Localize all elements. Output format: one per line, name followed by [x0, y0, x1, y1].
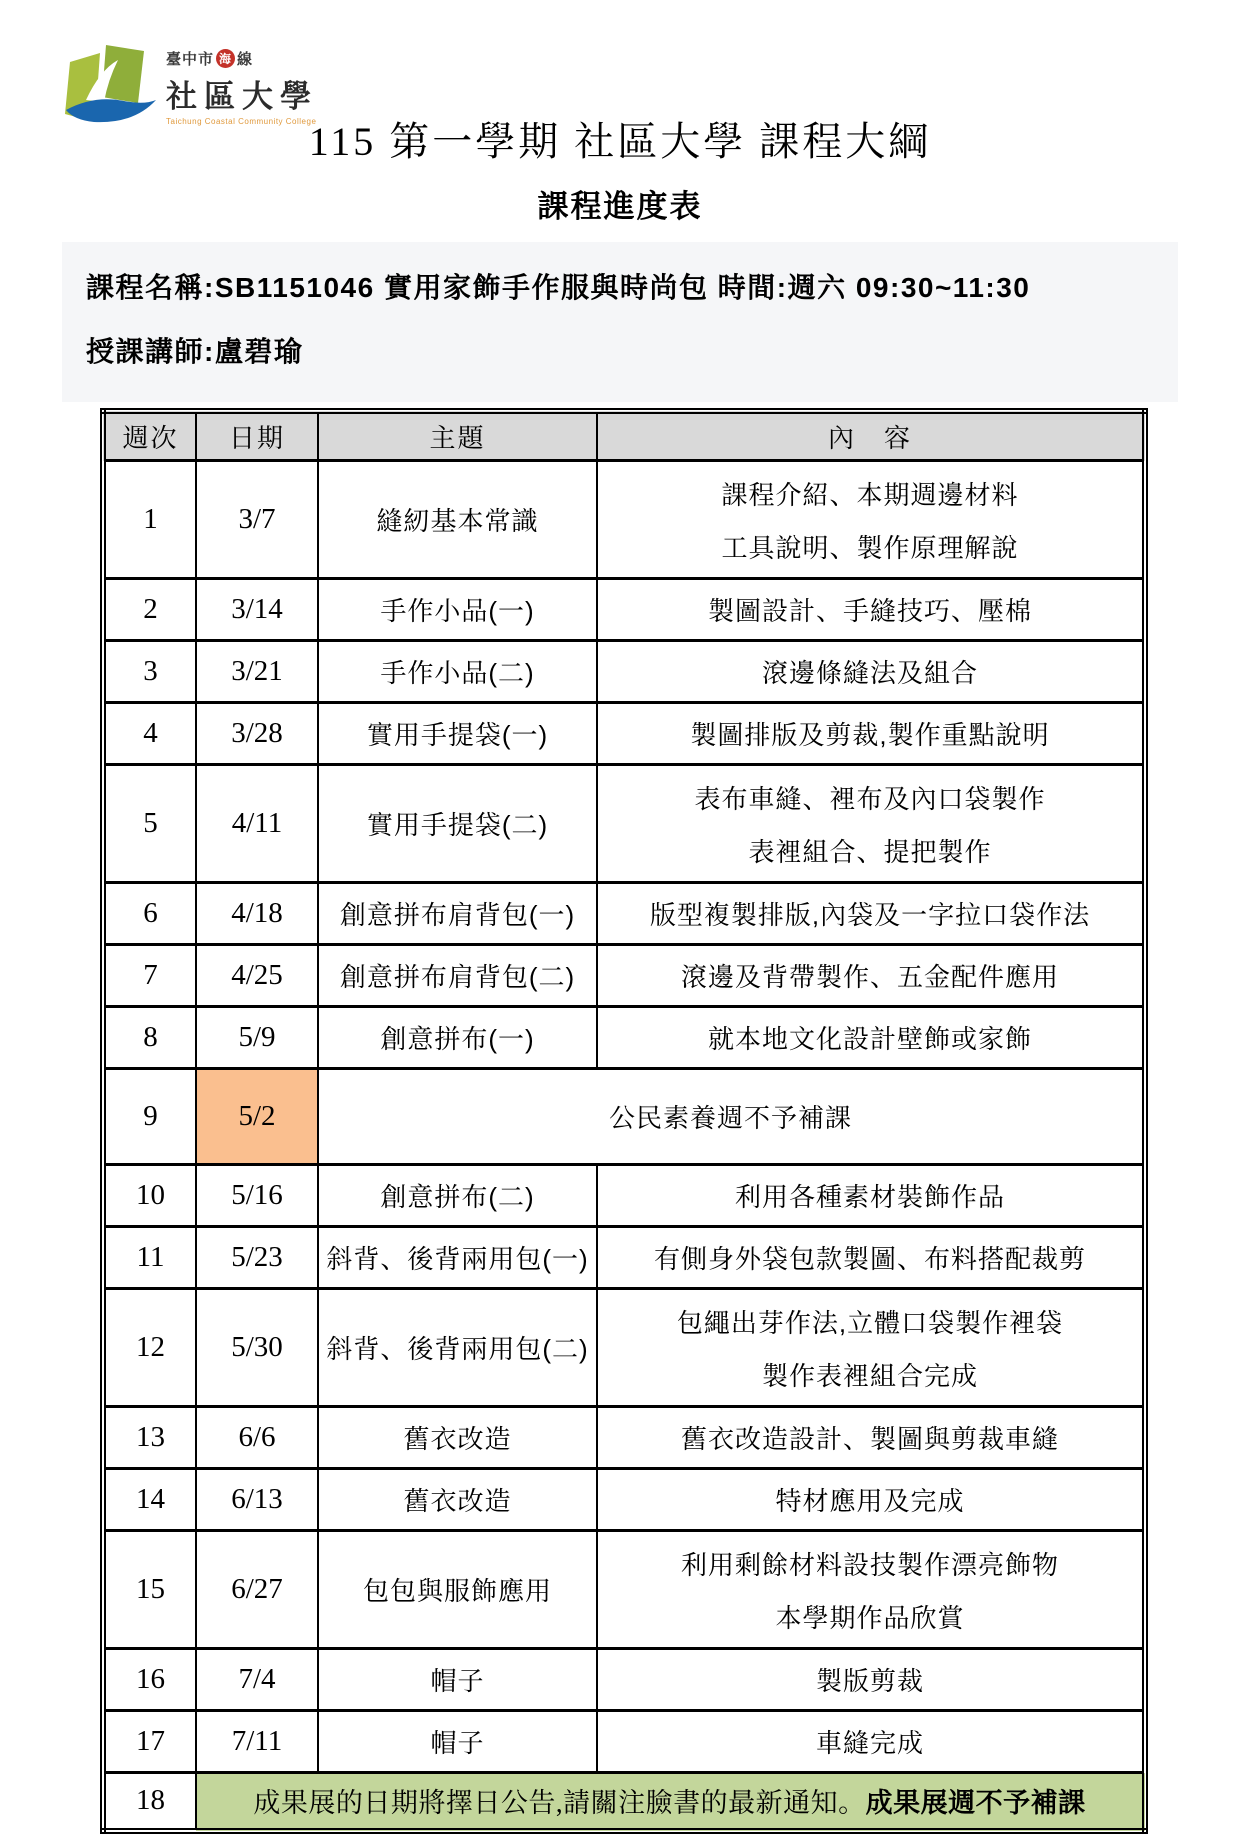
topic-cell: 縫紉基本常識: [318, 461, 597, 579]
college-english-tagline: Taichung Coastal Community College: [166, 117, 317, 126]
table-row: [103, 1773, 1145, 1831]
content-line: 工具說明、製作原理解說: [721, 532, 1019, 563]
table-row: [103, 1407, 1145, 1469]
topic-cell: 創意拼布肩背包(一): [318, 883, 597, 945]
date-cell: 5/23: [196, 1227, 318, 1289]
college-region-label: [166, 48, 318, 69]
topic-cell: 創意拼布(二): [318, 1165, 597, 1227]
content-line: 有側身外袋包款製圖、布料搭配裁剪: [653, 1244, 1086, 1274]
content-cell: [597, 703, 1145, 765]
college-logo: [62, 40, 318, 137]
date-cell: 5/16: [196, 1165, 318, 1227]
notice-text: 成果展的日期將擇日公告,請關注臉書的最新通知。: [253, 1788, 866, 1819]
date-cell: 6/13: [196, 1469, 318, 1531]
table-row: [103, 1531, 1145, 1649]
week-cell: 6: [103, 883, 196, 945]
week-cell: 1: [103, 461, 196, 579]
week-cell: 17: [103, 1711, 196, 1773]
content-line: 表布車縫、裡布及內口袋製作: [694, 783, 1046, 814]
table-row: [103, 1007, 1145, 1069]
week-cell: 12: [103, 1289, 196, 1407]
date-cell: 3/21: [196, 641, 318, 703]
table-row: [103, 1289, 1145, 1407]
content-cell: [597, 1007, 1145, 1069]
course-info-band: [62, 242, 1178, 402]
content-cell: [597, 1711, 1145, 1773]
table-row: [103, 703, 1145, 765]
topic-cell: 帽子: [318, 1649, 597, 1711]
header-cell-topic: 主題: [318, 411, 597, 461]
date-cell: 3/28: [196, 703, 318, 765]
college-logo-text: [166, 48, 318, 126]
topic-cell: 實用手提袋(二): [318, 765, 597, 883]
date-cell: 3/14: [196, 579, 318, 641]
topic-cell: 手作小品(一): [318, 579, 597, 641]
date-cell: 5/30: [196, 1289, 318, 1407]
instructor-name: 授課講師:盧碧瑜: [86, 336, 304, 367]
content-line: 製圖設計、手縫技巧、壓棉: [707, 596, 1032, 626]
content-line: 利用剩餘材料設技製作漂亮飾物: [680, 1549, 1059, 1580]
date-cell: 4/18: [196, 883, 318, 945]
content-cell: [597, 1407, 1145, 1469]
week-cell: 7: [103, 945, 196, 1007]
topic-cell: 斜背、後背兩用包(二): [318, 1289, 597, 1407]
topic-cell: 手作小品(二): [318, 641, 597, 703]
week-cell: 16: [103, 1649, 196, 1711]
college-city-label: 臺中市: [166, 51, 215, 68]
page-title: 115 第一學期 社區大學 課程大綱: [308, 119, 932, 164]
notice-text-bold: 成果展週不予補課: [865, 1788, 1086, 1819]
table-row: [103, 1165, 1145, 1227]
header-cell-week: 週次: [103, 411, 196, 461]
date-cell: 5/9: [196, 1007, 318, 1069]
coastal-seal-icon: 海: [216, 49, 235, 68]
table-row: [103, 579, 1145, 641]
week-cell: 9: [103, 1069, 196, 1165]
content-line: 版型複製排版,內袋及一字拉口袋作法: [649, 900, 1091, 930]
week-cell: 14: [103, 1469, 196, 1531]
content-cell: [597, 1165, 1145, 1227]
topic-cell: 舊衣改造: [318, 1407, 597, 1469]
topic-cell: 斜背、後背兩用包(一): [318, 1227, 597, 1289]
topic-cell: 舊衣改造: [318, 1469, 597, 1531]
table-row: [103, 883, 1145, 945]
week-cell: 10: [103, 1165, 196, 1227]
content-line: 特材應用及完成: [775, 1486, 965, 1516]
date-cell: 6/6: [196, 1407, 318, 1469]
topic-cell: 創意拼布肩背包(二): [318, 945, 597, 1007]
week-cell: 11: [103, 1227, 196, 1289]
college-logo-mark-icon: [62, 40, 162, 137]
content-cell: [597, 883, 1145, 945]
table-row: [103, 1649, 1145, 1711]
content-cell: [597, 1531, 1145, 1649]
week-cell: 5: [103, 765, 196, 883]
table-header-row: [103, 411, 1145, 461]
content-line: 課程介紹、本期週邊材料: [721, 479, 1019, 510]
notice-cell: [196, 1773, 1145, 1831]
table-row: [103, 1069, 1145, 1165]
date-cell: 3/7: [196, 461, 318, 579]
week-cell: 8: [103, 1007, 196, 1069]
content-line: 就本地文化設計壁飾或家飾: [707, 1024, 1032, 1054]
content-line: 製作表裡組合完成: [761, 1360, 978, 1391]
week-cell: 2: [103, 579, 196, 641]
table-row: [103, 1469, 1145, 1531]
content-line: 滾邊及背帶製作、五金配件應用: [680, 962, 1059, 992]
content-cell: [597, 579, 1145, 641]
content-line: 製版剪裁: [815, 1666, 924, 1696]
date-cell: 4/25: [196, 945, 318, 1007]
topic-cell: 實用手提袋(一): [318, 703, 597, 765]
week-cell: 3: [103, 641, 196, 703]
course-name-and-time: 課程名稱:SB1151046 實用家飾手作服與時尚包 時間:週六 09:30~11:30: [86, 272, 1031, 303]
week-cell: 18: [103, 1773, 196, 1831]
date-cell: 5/2: [196, 1069, 318, 1165]
content-line: 車縫完成: [815, 1728, 924, 1758]
date-cell: 4/11: [196, 765, 318, 883]
table-row: [103, 945, 1145, 1007]
content-line: 本學期作品欣賞: [775, 1602, 965, 1633]
topic-cell: 包包與服飾應用: [318, 1531, 597, 1649]
content-line: 包繩出芽作法,立體口袋製作裡袋: [676, 1307, 1064, 1338]
content-cell: [597, 1227, 1145, 1289]
header-cell-date: 日期: [196, 411, 318, 461]
content-cell: [597, 641, 1145, 703]
table-row: [103, 461, 1145, 579]
content-cell: [597, 1469, 1145, 1531]
content-line: 滾邊條縫法及組合: [761, 658, 978, 688]
table-row: [103, 765, 1145, 883]
page-subtitle: 課程進度表: [537, 189, 703, 224]
week-cell: 4: [103, 703, 196, 765]
table-row: [103, 1227, 1145, 1289]
content-line: 表裡組合、提把製作: [748, 836, 992, 867]
college-name: 社區大學: [166, 79, 318, 114]
table-row: [103, 641, 1145, 703]
date-cell: 6/27: [196, 1531, 318, 1649]
merged-content-cell: 公民素養週不予補課: [318, 1069, 1145, 1165]
topic-cell: 帽子: [318, 1711, 597, 1773]
content-cell: [597, 1649, 1145, 1711]
date-cell: 7/11: [196, 1711, 318, 1773]
course-schedule-table: [100, 408, 1148, 1834]
schedule-table-body: [103, 461, 1145, 1831]
week-cell: 15: [103, 1531, 196, 1649]
content-line: 舊衣改造設計、製圖與剪裁車縫: [680, 1424, 1059, 1454]
week-cell: 13: [103, 1407, 196, 1469]
content-line: 製圖排版及剪裁,製作重點說明: [690, 720, 1050, 750]
content-cell: [597, 461, 1145, 579]
date-cell: 7/4: [196, 1649, 318, 1711]
header-cell-content: 內 容: [597, 411, 1145, 461]
content-cell: [597, 765, 1145, 883]
content-cell: [597, 945, 1145, 1007]
table-row: [103, 1711, 1145, 1773]
content-line: 利用各種素材裝飾作品: [734, 1182, 1005, 1212]
content-cell: [597, 1289, 1145, 1407]
topic-cell: 創意拼布(一): [318, 1007, 597, 1069]
college-line-label: 線: [237, 51, 254, 68]
